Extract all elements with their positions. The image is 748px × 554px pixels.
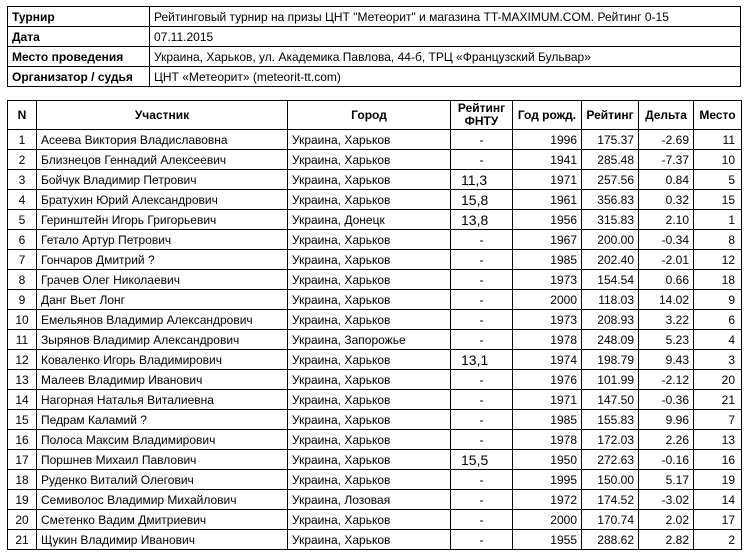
cell-city: Украина, Харьков <box>288 390 451 410</box>
cell-rating-fntu: - <box>451 230 513 250</box>
table-row <box>8 310 742 330</box>
cell-delta: 2.82 <box>639 530 694 550</box>
cell-participant: Емельянов Владимир Александрович <box>37 310 288 330</box>
cell-number: 4 <box>8 190 37 210</box>
cell-birth-year: 1955 <box>513 530 582 550</box>
cell-place: 12 <box>694 250 742 270</box>
cell-rating-fntu: 15,8 <box>451 190 513 210</box>
cell-birth-year: 1941 <box>513 150 582 170</box>
cell-birth-year: 1967 <box>513 230 582 250</box>
cell-rating-fntu: - <box>451 290 513 310</box>
info-label: Организатор / судья <box>8 67 150 87</box>
cell-place: 9 <box>694 290 742 310</box>
cell-participant: Асеева Виктория Владиславовна <box>37 130 288 150</box>
cell-number: 1 <box>8 130 37 150</box>
cell-delta: -7.37 <box>639 150 694 170</box>
col-header-city: Город <box>288 101 451 130</box>
cell-place: 3 <box>694 350 742 370</box>
cell-delta: 3.22 <box>639 310 694 330</box>
cell-participant: Поршнев Михаил Павлович <box>37 450 288 470</box>
table-row <box>8 290 742 310</box>
cell-number: 18 <box>8 470 37 490</box>
cell-number: 6 <box>8 230 37 250</box>
cell-rating: 154.54 <box>582 270 639 290</box>
cell-place: 7 <box>694 410 742 430</box>
cell-place: 6 <box>694 310 742 330</box>
table-row <box>8 250 742 270</box>
cell-rating: 198.79 <box>582 350 639 370</box>
cell-place: 13 <box>694 430 742 450</box>
cell-delta: -0.16 <box>639 450 694 470</box>
col-header-rating-fntu-line2: ФНТУ <box>464 114 499 128</box>
cell-delta: 5.17 <box>639 470 694 490</box>
cell-delta: 9.43 <box>639 350 694 370</box>
cell-number: 9 <box>8 290 37 310</box>
cell-number: 2 <box>8 150 37 170</box>
table-row <box>8 190 742 210</box>
cell-number: 20 <box>8 510 37 530</box>
cell-rating-fntu: - <box>451 330 513 350</box>
cell-number: 19 <box>8 490 37 510</box>
cell-rating-fntu: 15,5 <box>451 450 513 470</box>
cell-birth-year: 1976 <box>513 370 582 390</box>
cell-number: 5 <box>8 210 37 230</box>
cell-delta: -2.01 <box>639 250 694 270</box>
cell-rating-fntu: - <box>451 410 513 430</box>
cell-rating-fntu: - <box>451 510 513 530</box>
results-table <box>7 100 742 550</box>
cell-participant: Коваленко Игорь Владимирович <box>37 350 288 370</box>
cell-number: 13 <box>8 370 37 390</box>
cell-delta: -2.69 <box>639 130 694 150</box>
col-header-n: N <box>8 101 37 130</box>
cell-rating: 175.37 <box>582 130 639 150</box>
cell-delta: 5.23 <box>639 330 694 350</box>
cell-rating: 170.74 <box>582 510 639 530</box>
cell-participant: Близнецов Геннадий Алексеевич <box>37 150 288 170</box>
cell-city: Украина, Лозовая <box>288 490 451 510</box>
cell-rating: 101.99 <box>582 370 639 390</box>
cell-place: 20 <box>694 370 742 390</box>
col-header-delta: Дельта <box>639 101 694 130</box>
cell-place: 10 <box>694 150 742 170</box>
cell-delta: 0.66 <box>639 270 694 290</box>
cell-city: Украина, Харьков <box>288 510 451 530</box>
col-header-rating: Рейтинг <box>582 101 639 130</box>
cell-rating: 118.03 <box>582 290 639 310</box>
cell-birth-year: 1950 <box>513 450 582 470</box>
cell-birth-year: 1961 <box>513 190 582 210</box>
cell-rating-fntu: - <box>451 490 513 510</box>
cell-city: Украина, Харьков <box>288 430 451 450</box>
info-value: 07.11.2015 <box>150 27 741 47</box>
cell-participant: Сметенко Вадим Дмитриевич <box>37 510 288 530</box>
table-row <box>8 410 742 430</box>
tournament-info-table <box>7 6 741 87</box>
cell-place: 19 <box>694 470 742 490</box>
cell-participant: Малеев Владимир Иванович <box>37 370 288 390</box>
cell-participant: Щукин Владимир Иванович <box>37 530 288 550</box>
cell-rating: 147.50 <box>582 390 639 410</box>
cell-birth-year: 1978 <box>513 330 582 350</box>
cell-rating-fntu: - <box>451 130 513 150</box>
cell-rating: 200.00 <box>582 230 639 250</box>
cell-city: Украина, Харьков <box>288 290 451 310</box>
cell-rating: 257.56 <box>582 170 639 190</box>
info-row-tournament <box>8 7 741 27</box>
cell-rating-fntu: - <box>451 310 513 330</box>
cell-number: 14 <box>8 390 37 410</box>
cell-place: 15 <box>694 190 742 210</box>
cell-rating-fntu: - <box>451 430 513 450</box>
cell-rating-fntu: - <box>451 470 513 490</box>
cell-place: 16 <box>694 450 742 470</box>
cell-rating: 172.03 <box>582 430 639 450</box>
cell-place: 5 <box>694 170 742 190</box>
cell-number: 11 <box>8 330 37 350</box>
cell-number: 16 <box>8 430 37 450</box>
table-row <box>8 450 742 470</box>
cell-number: 17 <box>8 450 37 470</box>
cell-participant: Гетало Артур Петрович <box>37 230 288 250</box>
cell-birth-year: 1995 <box>513 470 582 490</box>
cell-delta: -0.34 <box>639 230 694 250</box>
cell-rating: 150.00 <box>582 470 639 490</box>
cell-place: 21 <box>694 390 742 410</box>
cell-city: Украина, Харьков <box>288 530 451 550</box>
cell-rating: 248.09 <box>582 330 639 350</box>
cell-number: 7 <box>8 250 37 270</box>
cell-delta: 2.26 <box>639 430 694 450</box>
cell-rating: 202.40 <box>582 250 639 270</box>
cell-delta: 2.10 <box>639 210 694 230</box>
cell-rating: 174.52 <box>582 490 639 510</box>
cell-participant: Бойчук Владимир Петрович <box>37 170 288 190</box>
info-value: Украина, Харьков, ул. Академика Павлова, 44-б, ТРЦ «Французский Бульвар» <box>150 47 741 67</box>
cell-birth-year: 2000 <box>513 290 582 310</box>
results-header-row <box>8 101 742 130</box>
info-row-date <box>8 27 741 47</box>
cell-delta: 0.32 <box>639 190 694 210</box>
cell-rating-fntu: - <box>451 390 513 410</box>
cell-city: Украина, Харьков <box>288 310 451 330</box>
cell-city: Украина, Харьков <box>288 150 451 170</box>
cell-birth-year: 1985 <box>513 250 582 270</box>
cell-delta: 14.02 <box>639 290 694 310</box>
info-label: Турнир <box>8 7 150 27</box>
cell-delta: -3.02 <box>639 490 694 510</box>
cell-delta: -2.12 <box>639 370 694 390</box>
cell-city: Украина, Харьков <box>288 170 451 190</box>
cell-number: 10 <box>8 310 37 330</box>
table-row <box>8 490 742 510</box>
cell-number: 15 <box>8 410 37 430</box>
cell-city: Украина, Харьков <box>288 350 451 370</box>
cell-city: Украина, Харьков <box>288 410 451 430</box>
cell-rating: 285.48 <box>582 150 639 170</box>
table-row <box>8 350 742 370</box>
cell-number: 21 <box>8 530 37 550</box>
cell-place: 4 <box>694 330 742 350</box>
table-row <box>8 270 742 290</box>
cell-participant: Данг Вьет Лонг <box>37 290 288 310</box>
cell-city: Украина, Харьков <box>288 370 451 390</box>
cell-place: 11 <box>694 130 742 150</box>
col-header-rating-fntu <box>451 101 513 130</box>
table-row <box>8 370 742 390</box>
info-label: Дата <box>8 27 150 47</box>
table-row <box>8 130 742 150</box>
cell-participant: Руденко Виталий Олегович <box>37 470 288 490</box>
cell-birth-year: 2000 <box>513 510 582 530</box>
cell-participant: Геринштейн Игорь Григорьевич <box>37 210 288 230</box>
cell-city: Украина, Харьков <box>288 450 451 470</box>
cell-place: 1 <box>694 210 742 230</box>
table-row <box>8 530 742 550</box>
cell-participant: Зырянов Владимир Александрович <box>37 330 288 350</box>
cell-city: Украина, Харьков <box>288 130 451 150</box>
table-row <box>8 170 742 190</box>
info-row-venue <box>8 47 741 67</box>
cell-rating-fntu: - <box>451 250 513 270</box>
info-row-organizer <box>8 67 741 87</box>
cell-delta: 0.84 <box>639 170 694 190</box>
cell-participant: Братухин Юрий Александрович <box>37 190 288 210</box>
cell-participant: Семиволос Владимир Михайлович <box>37 490 288 510</box>
cell-rating-fntu: 11,3 <box>451 170 513 190</box>
cell-city: Украина, Харьков <box>288 190 451 210</box>
info-value: ЦНТ «Метеорит» (meteorit-tt.com) <box>150 67 741 87</box>
cell-participant: Нагорная Наталья Виталиевна <box>37 390 288 410</box>
cell-place: 14 <box>694 490 742 510</box>
table-row <box>8 470 742 490</box>
cell-city: Украина, Харьков <box>288 470 451 490</box>
col-header-rating-fntu-line1: Рейтинг <box>457 101 506 115</box>
cell-number: 3 <box>8 170 37 190</box>
cell-birth-year: 1973 <box>513 270 582 290</box>
cell-place: 17 <box>694 510 742 530</box>
cell-birth-year: 1996 <box>513 130 582 150</box>
col-header-place: Место <box>694 101 742 130</box>
table-row <box>8 390 742 410</box>
cell-place: 2 <box>694 530 742 550</box>
col-header-participant: Участник <box>37 101 288 130</box>
cell-rating-fntu: 13,8 <box>451 210 513 230</box>
cell-birth-year: 1971 <box>513 390 582 410</box>
cell-participant: Гончаров Дмитрий ? <box>37 250 288 270</box>
cell-birth-year: 1974 <box>513 350 582 370</box>
table-row <box>8 330 742 350</box>
cell-birth-year: 1985 <box>513 410 582 430</box>
cell-number: 8 <box>8 270 37 290</box>
cell-participant: Грачев Олег Николаевич <box>37 270 288 290</box>
cell-participant: Полоса Максим Владимирович <box>37 430 288 450</box>
cell-rating: 155.83 <box>582 410 639 430</box>
table-row <box>8 430 742 450</box>
cell-place: 18 <box>694 270 742 290</box>
cell-rating: 315.83 <box>582 210 639 230</box>
cell-birth-year: 1973 <box>513 310 582 330</box>
cell-city: Украина, Запорожье <box>288 330 451 350</box>
cell-delta: 9.96 <box>639 410 694 430</box>
cell-rating-fntu: - <box>451 150 513 170</box>
table-row <box>8 510 742 530</box>
cell-rating-fntu: - <box>451 530 513 550</box>
cell-city: Украина, Донецк <box>288 210 451 230</box>
cell-rating: 272.63 <box>582 450 639 470</box>
cell-rating: 288.62 <box>582 530 639 550</box>
results-body <box>8 130 742 550</box>
cell-delta: -0.36 <box>639 390 694 410</box>
cell-rating: 356.83 <box>582 190 639 210</box>
cell-rating-fntu: 13,1 <box>451 350 513 370</box>
cell-city: Украина, Харьков <box>288 230 451 250</box>
cell-birth-year: 1971 <box>513 170 582 190</box>
cell-delta: 2.02 <box>639 510 694 530</box>
cell-rating: 208.93 <box>582 310 639 330</box>
info-label: Место проведения <box>8 47 150 67</box>
cell-birth-year: 1956 <box>513 210 582 230</box>
cell-birth-year: 1978 <box>513 430 582 450</box>
cell-place: 8 <box>694 230 742 250</box>
cell-number: 12 <box>8 350 37 370</box>
table-row <box>8 230 742 250</box>
table-row <box>8 150 742 170</box>
cell-participant: Педрам Каламий ? <box>37 410 288 430</box>
cell-birth-year: 1972 <box>513 490 582 510</box>
col-header-birth-year: Год рожд. <box>513 101 582 130</box>
table-row <box>8 210 742 230</box>
cell-rating-fntu: - <box>451 270 513 290</box>
cell-city: Украина, Харьков <box>288 270 451 290</box>
cell-rating-fntu: - <box>451 370 513 390</box>
cell-city: Украина, Харьков <box>288 250 451 270</box>
info-value: Рейтинговый турнир на призы ЦНТ "Метеорит" и магазина TT-MAXIMUM.COM. Рейтинг 0-15 <box>150 7 741 27</box>
